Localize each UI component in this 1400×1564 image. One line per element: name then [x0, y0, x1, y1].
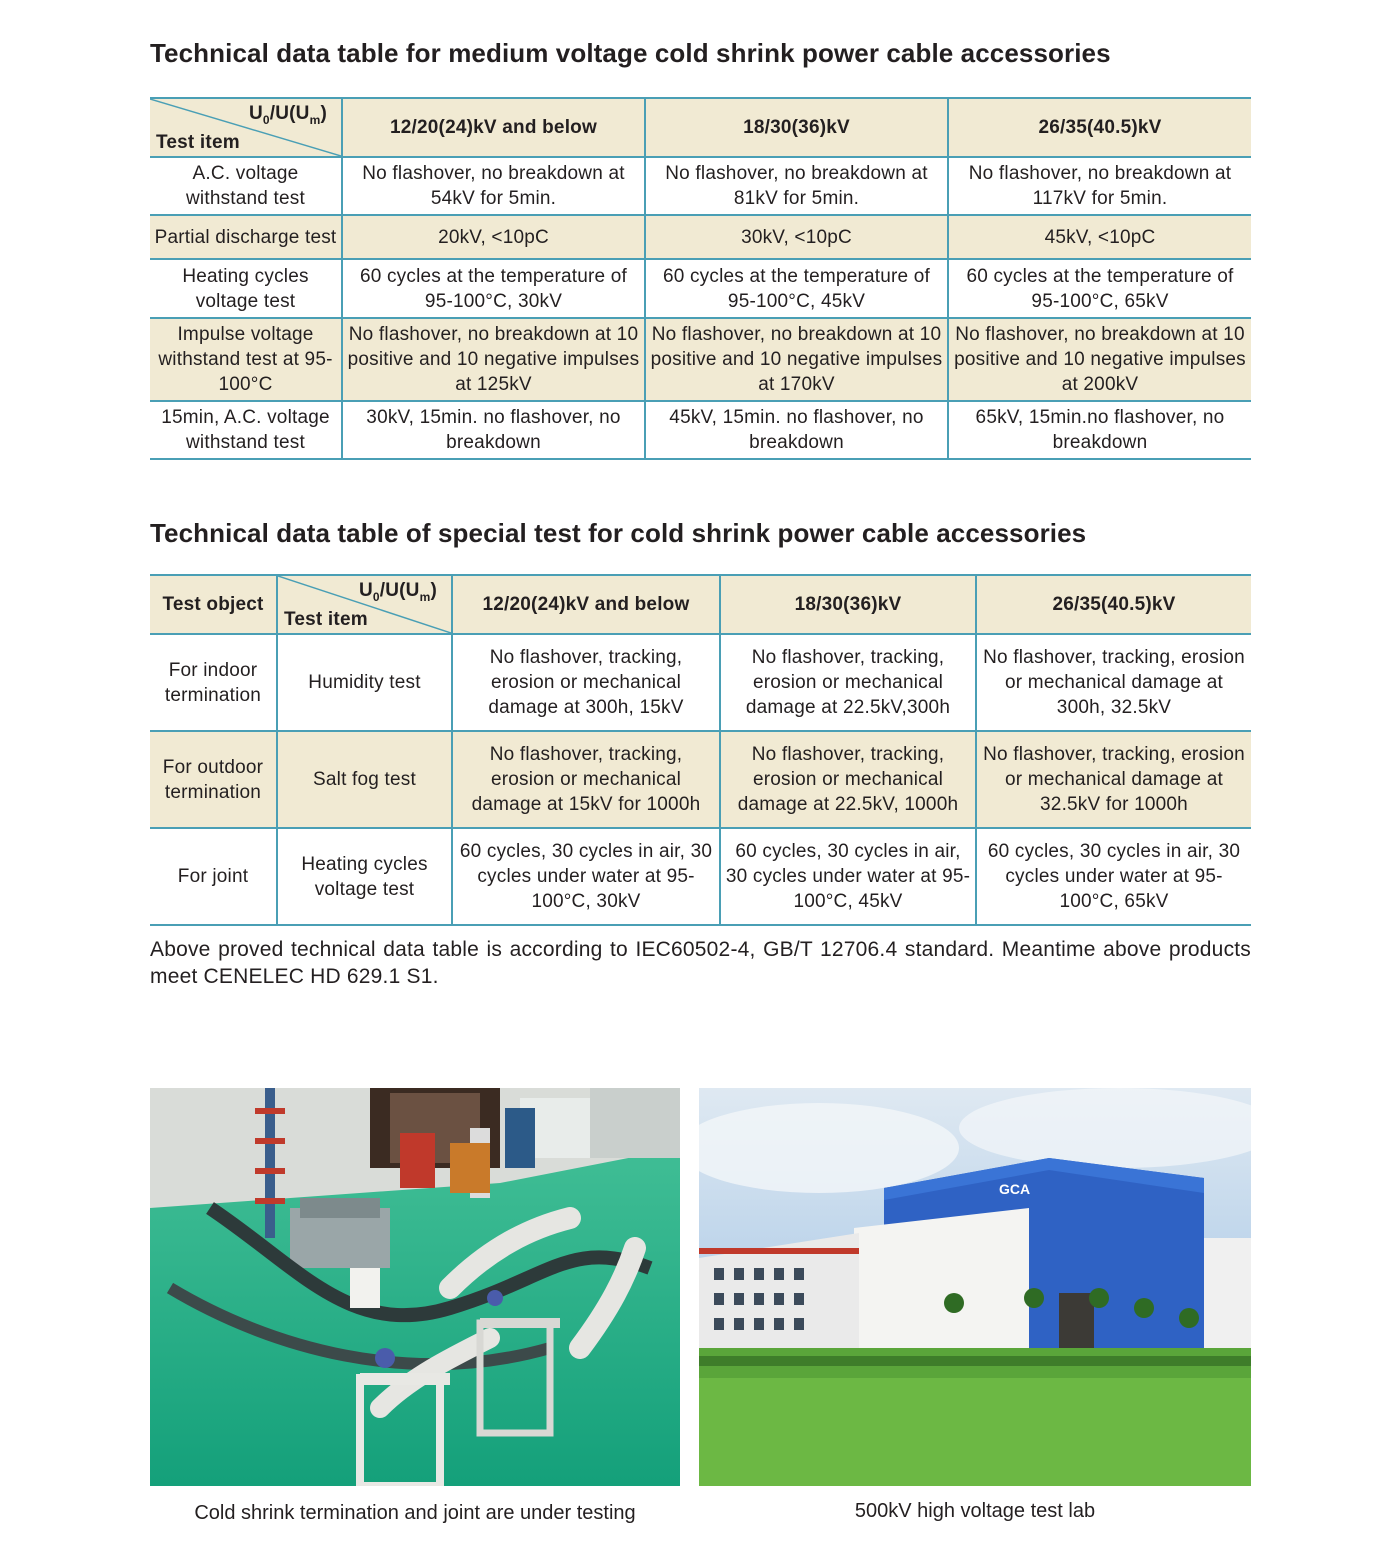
test-item-cell: Impulse voltage withstand test at 95-100°C	[150, 318, 342, 401]
column-header: 18/30(36)kV	[645, 98, 948, 157]
test-lab-photo	[699, 1088, 1251, 1486]
value-cell: 20kV, <10pC	[342, 215, 645, 259]
standards-note: Above proved technical data table is according to IEC60502-4, GB/T 12706.4 standard. Meantime above products meet CENELEC HD 629.1 S1.	[150, 938, 1251, 988]
table-row	[150, 259, 1251, 318]
value-cell: No flashover, tracking, erosion or mechanical damage at 32.5kV for 1000h	[976, 731, 1251, 828]
table2-title: Technical data table of special test for cold shrink power cable accessories	[150, 518, 1087, 548]
test-item-label: Test item	[156, 132, 240, 153]
value-cell: No flashover, no breakdown at 54kV for 5min.	[342, 157, 645, 215]
value-cell: No flashover, tracking, erosion or mechanical damage at 22.5kV,300h	[720, 634, 976, 731]
test-item-cell: A.C. voltage withstand test	[150, 157, 342, 215]
table-row	[150, 828, 1251, 925]
table2	[150, 574, 1251, 926]
table-row	[150, 401, 1251, 459]
test-item-cell: Humidity test	[277, 634, 452, 731]
left-photo-caption: Cold shrink termination and joint are under testing	[194, 1502, 636, 1524]
test-item-cell: 15min, A.C. voltage withstand test	[150, 401, 342, 459]
column-header: 26/35(40.5)kV	[976, 575, 1251, 634]
test-item-cell: Heating cycles voltage test	[150, 259, 342, 318]
value-cell: 45kV, 15min. no flashover, no breakdown	[645, 401, 948, 459]
value-cell: No flashover, tracking, erosion or mechanical damage at 300h, 32.5kV	[976, 634, 1251, 731]
value-cell: No flashover, tracking, erosion or mechanical damage at 22.5kV, 1000h	[720, 731, 976, 828]
test-item-cell: Salt fog test	[277, 731, 452, 828]
test-object-header: Test object	[150, 575, 277, 634]
value-cell: 60 cycles at the temperature of 95-100°C, 65kV	[948, 259, 1251, 318]
value-cell: 60 cycles, 30 cycles in air, 30 cycles under water at 95-100°C, 45kV	[720, 828, 976, 925]
table-row	[150, 215, 1251, 259]
table-row	[150, 634, 1251, 731]
column-header: 12/20(24)kV and below	[452, 575, 720, 634]
gca-logo: GCA	[999, 1181, 1031, 1197]
test-item-cell: Heating cycles voltage test	[277, 828, 452, 925]
value-cell: No flashover, no breakdown at 81kV for 5min.	[645, 157, 948, 215]
value-cell: 60 cycles at the temperature of 95-100°C, 45kV	[645, 259, 948, 318]
value-cell: No flashover, no breakdown at 10 positive and 10 negative impulses at 125kV	[342, 318, 645, 401]
value-cell: 65kV, 15min.no flashover, no breakdown	[948, 401, 1251, 459]
test-object-cell: For indoor termination	[150, 634, 277, 731]
value-cell: No flashover, tracking, erosion or mechanical damage at 15kV for 1000h	[452, 731, 720, 828]
table1-title: Technical data table for medium voltage cold shrink power cable accessories	[150, 38, 1111, 68]
test-item-label: Test item	[284, 609, 368, 630]
column-header: 18/30(36)kV	[720, 575, 976, 634]
table1-corner-cell	[150, 98, 342, 157]
test-item-cell: Partial discharge test	[150, 215, 342, 259]
value-cell: 45kV, <10pC	[948, 215, 1251, 259]
column-header: 26/35(40.5)kV	[948, 98, 1251, 157]
cable-testing-photo	[150, 1088, 680, 1486]
right-photo-caption: 500kV high voltage test lab	[854, 1500, 1096, 1522]
value-cell: 30kV, 15min. no flashover, no breakdown	[342, 401, 645, 459]
column-header: 12/20(24)kV and below	[342, 98, 645, 157]
table-row	[150, 731, 1251, 828]
value-cell: No flashover, tracking, erosion or mechanical damage at 300h, 15kV	[452, 634, 720, 731]
test-object-cell: For outdoor termination	[150, 731, 277, 828]
table1	[150, 97, 1251, 460]
table1-header-row	[150, 98, 1251, 157]
value-cell: 60 cycles at the temperature of 95-100°C, 30kV	[342, 259, 645, 318]
voltage-rating-label: $U_0/U(U_m)$	[358, 580, 437, 604]
table2-header-row	[150, 575, 1251, 634]
value-cell: No flashover, no breakdown at 10 positive and 10 negative impulses at 200kV	[948, 318, 1251, 401]
value-cell: 60 cycles, 30 cycles in air, 30 cycles under water at 95-100°C, 30kV	[452, 828, 720, 925]
table-row	[150, 157, 1251, 215]
value-cell: No flashover, no breakdown at 117kV for 5min.	[948, 157, 1251, 215]
value-cell: 30kV, <10pC	[645, 215, 948, 259]
voltage-rating-label: $U_0/U(U_m)$	[248, 103, 327, 127]
table-row	[150, 318, 1251, 401]
table2-corner-cell	[277, 575, 452, 634]
value-cell: 60 cycles, 30 cycles in air, 30 cycles under water at 95-100°C, 65kV	[976, 828, 1251, 925]
value-cell: No flashover, no breakdown at 10 positive and 10 negative impulses at 170kV	[645, 318, 948, 401]
test-object-cell: For joint	[150, 828, 277, 925]
